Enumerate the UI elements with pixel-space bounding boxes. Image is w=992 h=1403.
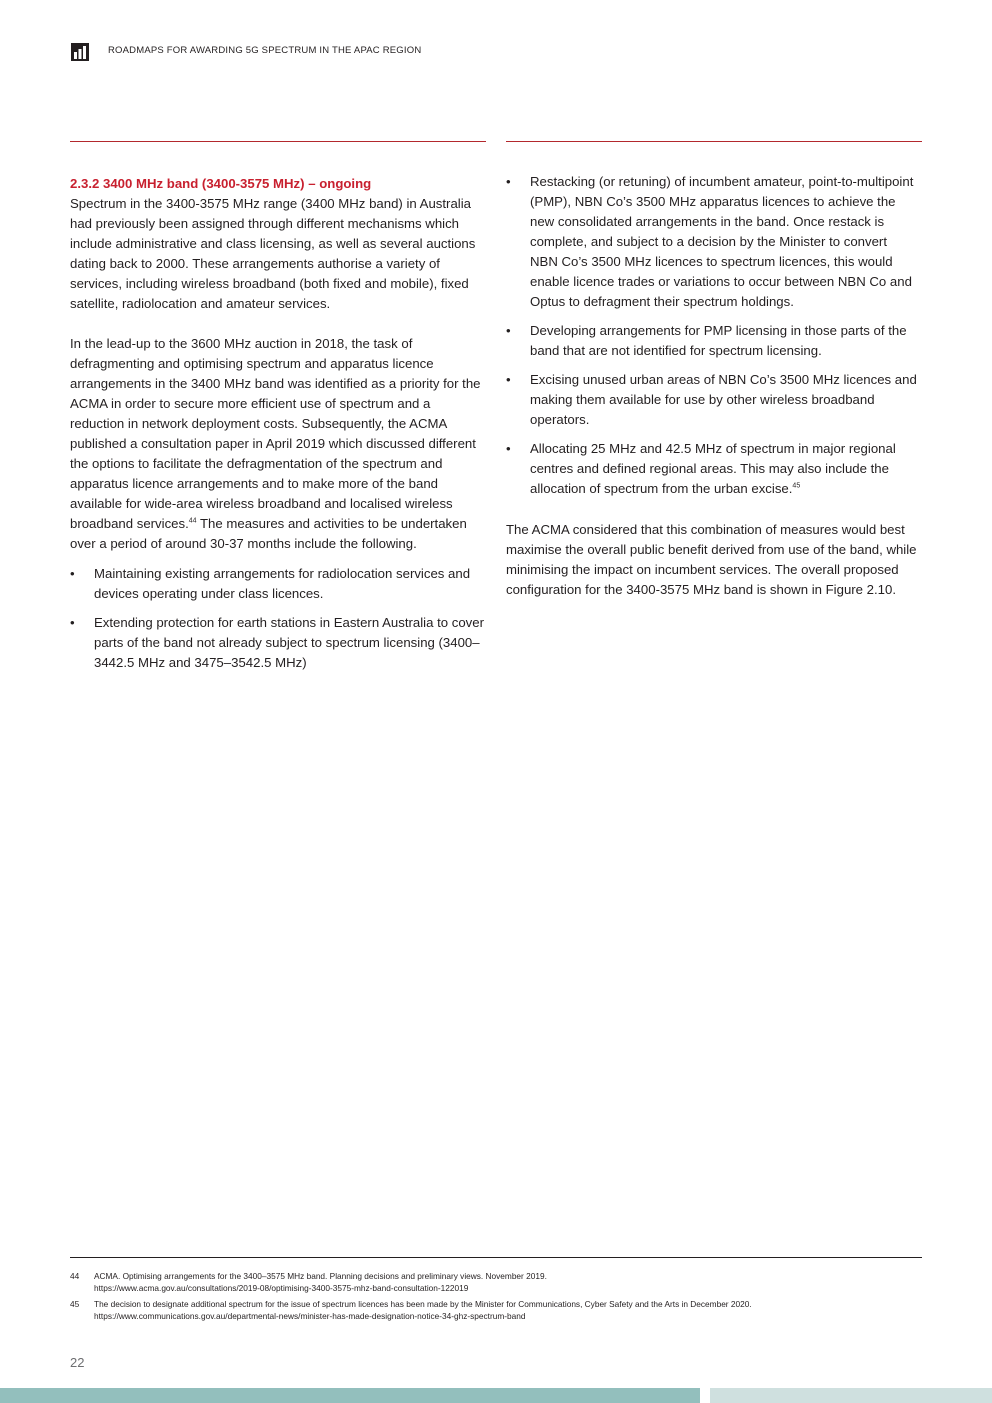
paragraph-spectrum-history: Spectrum in the 3400-3575 MHz range (3400 MHz band) in Australia had previously been assigned through different mechanisms which include administrative and class licensing, as well as several auctions dating back to 2000. These arrangements authorise a variety of services, including wireless broadband (both fixed and mobile), fixed satellite, radiolocation and amateur services.	[70, 196, 476, 311]
footnote-ref-45[interactable]: 45	[792, 482, 801, 490]
running-header-title: ROADMAPS FOR AWARDING 5G SPECTRUM IN THE APAC REGION	[108, 45, 422, 56]
footnote-number: 44	[70, 1271, 80, 1281]
bullet-icon: •	[506, 372, 511, 387]
bullet-icon: •	[70, 615, 75, 630]
left-column	[70, 170, 484, 682]
list-item	[506, 172, 918, 312]
footnote-ref-44[interactable]: 44	[188, 517, 197, 525]
page-number: 22	[70, 1355, 85, 1370]
list-item	[506, 439, 918, 499]
footnote-44	[70, 1271, 922, 1294]
footnote-link[interactable]: https://www.communications.gov.au/departmental-news/minister-has-made-designation-notice-34-ghz-spectrum-band	[94, 1310, 526, 1321]
footnote-number: 45	[70, 1299, 80, 1309]
footnotes	[70, 1271, 922, 1327]
measures-list-right	[506, 172, 918, 499]
list-item-text: Excising unused urban areas of NBN Co’s 3500 MHz licences and making them available for use by other wireless broadband operators.	[530, 372, 917, 427]
footnote-text: The decision to designate additional spectrum for the issue of spectrum licences has been made by the Minister for Communications, Cyber Safety and the Arts in December 2020.	[94, 1299, 752, 1309]
list-item	[70, 613, 484, 673]
list-item-text: Maintaining existing arrangements for radiolocation services and devices operating under class licences.	[94, 566, 471, 601]
footnote-text: ACMA. Optimising arrangements for the 3400–3575 MHz band. Planning decisions and preliminary views. November 2019.	[94, 1271, 547, 1281]
bullet-icon: •	[70, 566, 75, 581]
list-item-text: Extending protection for earth stations in Eastern Australia to cover parts of the band not already subject to spectrum licensing (3400–3442.5 MHz and 3475–3542.5 MHz)	[94, 615, 484, 670]
left-column-rule	[70, 141, 486, 142]
footer-bar-right	[710, 1388, 992, 1403]
section-heading: 2.3.2 3400 MHz band (3400-3575 MHz) – ongoing	[70, 176, 372, 191]
footer-bar-left	[0, 1388, 700, 1403]
bullet-icon: •	[506, 174, 511, 189]
footnote-link[interactable]: https://www.acma.gov.au/consultations/2019-08/optimising-3400-3575-mhz-band-consultation-122019	[94, 1282, 469, 1293]
paragraph-defragmentation	[70, 334, 484, 554]
list-item-text: Restacking (or retuning) of incumbent amateur, point-to-multipoint (PMP), NBN Co’s 3500 MHz apparatus licences to achieve the new consolidated arrangements in the band. Once restack is complete, and subject to a decision by the Minister to convert NBN Co’s 3500 MHz licences to spectrum licences, this would enable licence trades or variations to occur between NBN Co and Optus to defragment their spectrum holdings.	[530, 174, 914, 309]
footnote-rule	[70, 1257, 922, 1258]
paragraph-conclusion: The ACMA considered that this combination of measures would best maximise the overall public benefit derived from use of the band, while minimising the impact on incumbent services. The overall proposed configuration for the 3400-3575 MHz band is shown in Figure 2.10.	[506, 522, 917, 597]
list-item-text: Developing arrangements for PMP licensing in those parts of the band that are not identified for spectrum licensing.	[530, 323, 907, 358]
right-column-rule	[506, 141, 922, 142]
right-column	[506, 170, 918, 600]
list-item	[70, 564, 484, 604]
list-item-text: Allocating 25 MHz and 42.5 MHz of spectrum in major regional centres and defined regional areas. This may also include the allocation of spectrum from the urban excise.	[530, 441, 896, 496]
report-logo-icon	[71, 43, 89, 61]
list-item	[506, 370, 918, 430]
list-item	[506, 321, 918, 361]
measures-list-left	[70, 564, 484, 673]
paragraph-defragmentation-text: In the lead-up to the 3600 MHz auction in 2018, the task of defragmenting and optimising spectrum and apparatus licence arrangements in the 3400 MHz band was identified as a priority for the ACMA in order to secure more efficient use of spectrum and a reduction in network deployment costs. Subsequently, the ACMA published a consultation paper in April 2019 which discussed different the options to facilitate the defragmentation of the spectrum and apparatus licence arrangements and to make more of the band available for wide-area wireless broadband and localised wireless broadband services.	[70, 336, 481, 531]
bullet-icon: •	[506, 323, 511, 338]
footnote-45	[70, 1299, 922, 1322]
bullet-icon: •	[506, 441, 511, 456]
paragraph-defragmentation-tail: The measures and activities to be undertaken over a period of around 30-37 months include the following.	[70, 516, 467, 551]
